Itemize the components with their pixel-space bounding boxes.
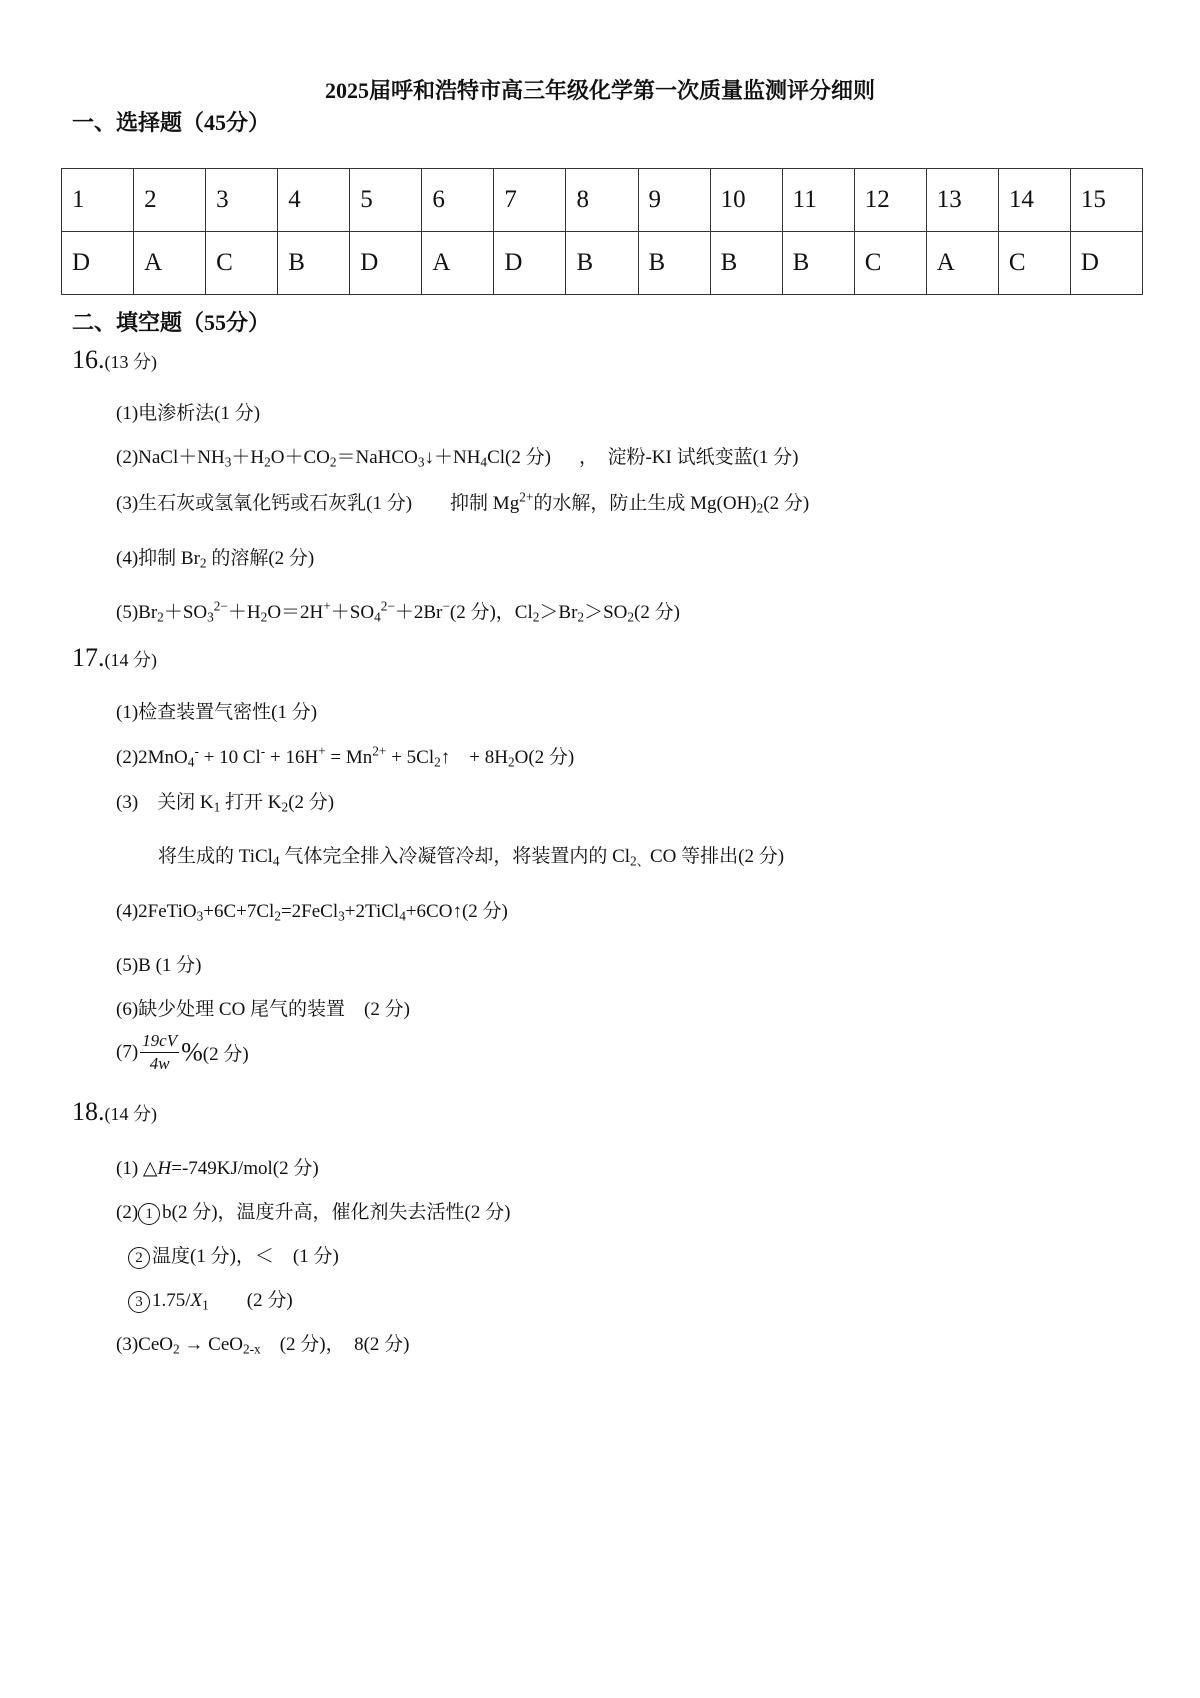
answer-number-cell: 15 [1070, 169, 1142, 232]
answer-choice-cell: C [998, 232, 1070, 295]
answer-number-cell: 8 [566, 169, 638, 232]
q17-answer-1: (1)检查装置气密性(1 分) [116, 702, 318, 723]
answer-choice-cell: C [854, 232, 926, 295]
answer-choice-cell: B [710, 232, 782, 295]
q16-answer-2: $(2)NaCl+NH_3+H_2O+CO_2=NaHCO_3↓+NH_4Cl(2$ 分) ， 淀粉-KI 试纸变蓝(1 分) [116, 447, 799, 470]
q16-answer-5: $(5)Br_2+SO_3^{2-}+H_2O=2H^++SO_4^{2-}+2Br^-(2$ 分)，$Cl_2>Br_2>SO_2(2$ 分) [116, 598, 680, 625]
question-17-number: 17. [72, 643, 105, 672]
question-18-header [72, 1097, 157, 1127]
answer-choice-cell: D [1070, 232, 1142, 295]
answer-choice-cell: D [494, 232, 566, 295]
q16-answer-3: (3)生石灰或氢氧化钙或石灰乳(1 分) 抑制 $Mg^{2+}$的水解，防止生成 $Mg(OH)_2(2$ 分) [116, 489, 810, 516]
section-heading-fill: 二、填空题（55分） [72, 310, 271, 335]
answer-number-cell: 5 [350, 169, 422, 232]
q17-answer-2: (2)2MnO$_4$- + 10 $Cl^- + 16H^+ = Mn^{2+}$ + $5Cl_2↑$ + $8H_2O(2$ 分) [116, 743, 575, 770]
circled-number-2: 2 [128, 1247, 150, 1269]
answer-choice-cell: C [206, 232, 278, 295]
answer-choice-cell: B [782, 232, 854, 295]
answer-number-cell: 10 [710, 169, 782, 232]
q18-answer-1: (1) △H=-749KJ/mol(2 分) [116, 1158, 319, 1179]
answer-number-cell: 11 [782, 169, 854, 232]
question-16-score: (13 分) [104, 352, 157, 372]
answer-choice-cell: D [350, 232, 422, 295]
answer-number-cell: 2 [134, 169, 206, 232]
answer-table [61, 168, 1143, 295]
question-18-score: (14 分) [104, 1104, 157, 1124]
answer-number-row [62, 169, 1143, 232]
question-18-number: 18. [72, 1097, 105, 1126]
q16-answer-4: (4)抑制 $Br_2$ 的溶解(2 分) [116, 548, 315, 571]
answer-choice-cell: A [422, 232, 494, 295]
answer-choice-cell: B [566, 232, 638, 295]
question-17-score: (14 分) [104, 650, 157, 670]
q16-answer-1: (1)电渗析法(1 分) [116, 403, 261, 424]
q17-answer-7: (7) $\frac{19cV}{4w}$ %(2 分) [116, 1031, 249, 1073]
answer-number-cell: 12 [854, 169, 926, 232]
question-16-number: 16. [72, 345, 105, 374]
q17-answer-3-detail: 将生成的 TiCl$_4$ 气体完全排入冷凝管冷却，将装置内的 $Cl_{2、}CO$ 等排出(2 分) [158, 846, 785, 869]
circled-number-1: 1 [138, 1203, 160, 1225]
q17-answer-4: $(4)2FeTiO_3+6C+7Cl_2=2FeCl_3+2TiCl_4+6CO↑(2$ 分) [116, 901, 508, 924]
answer-choice-cell: B [638, 232, 710, 295]
q17-answer-3: (3) 关闭 $K_1$ 打开 $K_2(2$ 分) [116, 792, 335, 815]
answer-number-cell: 6 [422, 169, 494, 232]
q17-answer-5: (5)B (1 分) [116, 955, 202, 976]
answer-choice-cell: A [926, 232, 998, 295]
q18-answer-2c: 3 $1.75/X_1$ (2 分) [128, 1285, 293, 1313]
question-16-header [72, 345, 157, 375]
answer-number-cell: 14 [998, 169, 1070, 232]
q18-answer-2: (2) 1 b(2 分)，温度升高，催化剂失去活性(2 分) [116, 1202, 511, 1223]
answer-choice-cell: D [62, 232, 134, 295]
answer-choice-cell: B [278, 232, 350, 295]
page-title: 2025届呼和浩特市高三年级化学第一次质量监测评分细则 [324, 78, 875, 103]
answer-choice-cell: A [134, 232, 206, 295]
section-heading-choice: 一、选择题（45分） [72, 110, 271, 135]
q17-answer-6: (6)缺少处理 CO 尾气的装置 (2 分) [116, 999, 410, 1020]
answer-number-cell: 13 [926, 169, 998, 232]
answer-number-cell: 1 [62, 169, 134, 232]
answer-number-cell: 7 [494, 169, 566, 232]
q18-answer-3: (3)CeO$_2$ → CeO$_{2-x}$ (2 分)， 8(2 分) [116, 1334, 410, 1357]
circled-number-3: 3 [128, 1291, 150, 1313]
q18-answer-2b: 2 温度(1 分)，＜ (1 分) [128, 1241, 339, 1269]
answer-choice-row [62, 232, 1143, 295]
answer-number-cell: 9 [638, 169, 710, 232]
question-17-header [72, 643, 157, 673]
fraction: $\frac{19cV}{4w}$ [142, 1031, 178, 1073]
answer-number-cell: 3 [206, 169, 278, 232]
answer-number-cell: 4 [278, 169, 350, 232]
